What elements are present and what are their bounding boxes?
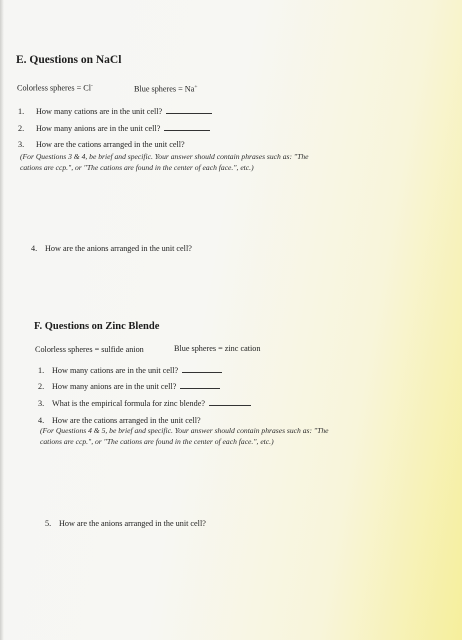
section-f-blue-legend: Blue spheres = zinc cation: [174, 344, 261, 353]
section-e-question-2-text: How many anions are in the unit cell?: [36, 124, 161, 133]
section-f-question-4-number: 4.: [38, 416, 45, 425]
section-f-question-2: [52, 382, 220, 391]
section-e-question-4: How are the anions arranged in the unit cell?: [45, 244, 192, 253]
section-f-heading: F. Questions on Zinc Blende: [34, 321, 160, 332]
section-e-blue-text: Blue spheres = Na: [134, 84, 195, 94]
section-f-question-3: [52, 399, 251, 408]
section-e-colorless-legend: [17, 83, 93, 93]
section-e-question-4-number: 4.: [31, 244, 38, 253]
answer-blank[interactable]: [209, 404, 251, 406]
section-f-colorless-legend: Colorless spheres = sulfide anion: [35, 345, 144, 354]
section-f-question-5-number: 5.: [45, 519, 52, 528]
section-e-colorless-charge: -: [90, 83, 93, 89]
section-f-instructions-line-1: (For Questions 4 & 5, be brief and specific. Your answer should contain phrases such as: "The: [40, 426, 329, 435]
answer-blank[interactable]: [164, 129, 210, 131]
section-e-question-2: [36, 124, 210, 133]
section-e-question-1-text: How many cations are in the unit cell?: [36, 107, 163, 116]
section-f-question-3-text: What is the empirical formula for zinc blende?: [52, 399, 205, 408]
section-f-question-4: How are the cations arranged in the unit cell?: [52, 416, 201, 425]
section-f-question-1-text: How many cations are in the unit cell?: [52, 366, 179, 375]
section-e-question-1: [36, 107, 212, 116]
section-f-question-2-text: How many anions are in the unit cell?: [52, 382, 177, 391]
section-f-question-1: [52, 366, 222, 375]
section-f-question-1-number: 1.: [38, 366, 45, 375]
section-e-question-2-number: 2.: [18, 124, 25, 133]
section-e-blue-legend: [134, 84, 197, 94]
answer-blank[interactable]: [166, 112, 212, 114]
section-e-instructions-line-1: (For Questions 3 & 4, be brief and specific. Your answer should contain phrases such as: "The: [20, 152, 309, 161]
page-edge-shadow: [0, 0, 4, 640]
section-e-heading: E. Questions on NaCl: [16, 54, 122, 66]
section-f-question-3-number: 3.: [38, 399, 45, 408]
section-e-question-3: How are the cations arranged in the unit cell?: [36, 140, 185, 149]
answer-blank[interactable]: [182, 371, 222, 373]
answer-blank[interactable]: [180, 387, 220, 389]
section-f-question-2-number: 2.: [38, 382, 45, 391]
section-e-colorless-text: Colorless spheres = Cl: [17, 83, 91, 93]
section-e-question-1-number: 1.: [18, 107, 25, 116]
section-f-instructions-line-2: cations are ccp.", or "The cations are found in the center of each face.", etc.): [40, 437, 274, 446]
section-e-question-3-number: 3.: [18, 140, 25, 149]
section-e-instructions-line-2: cations are ccp.", or "The cations are found in the center of each face.", etc.): [20, 163, 254, 172]
section-f-question-5: How are the anions arranged in the unit cell?: [59, 519, 206, 528]
section-e-blue-charge: +: [194, 84, 198, 90]
